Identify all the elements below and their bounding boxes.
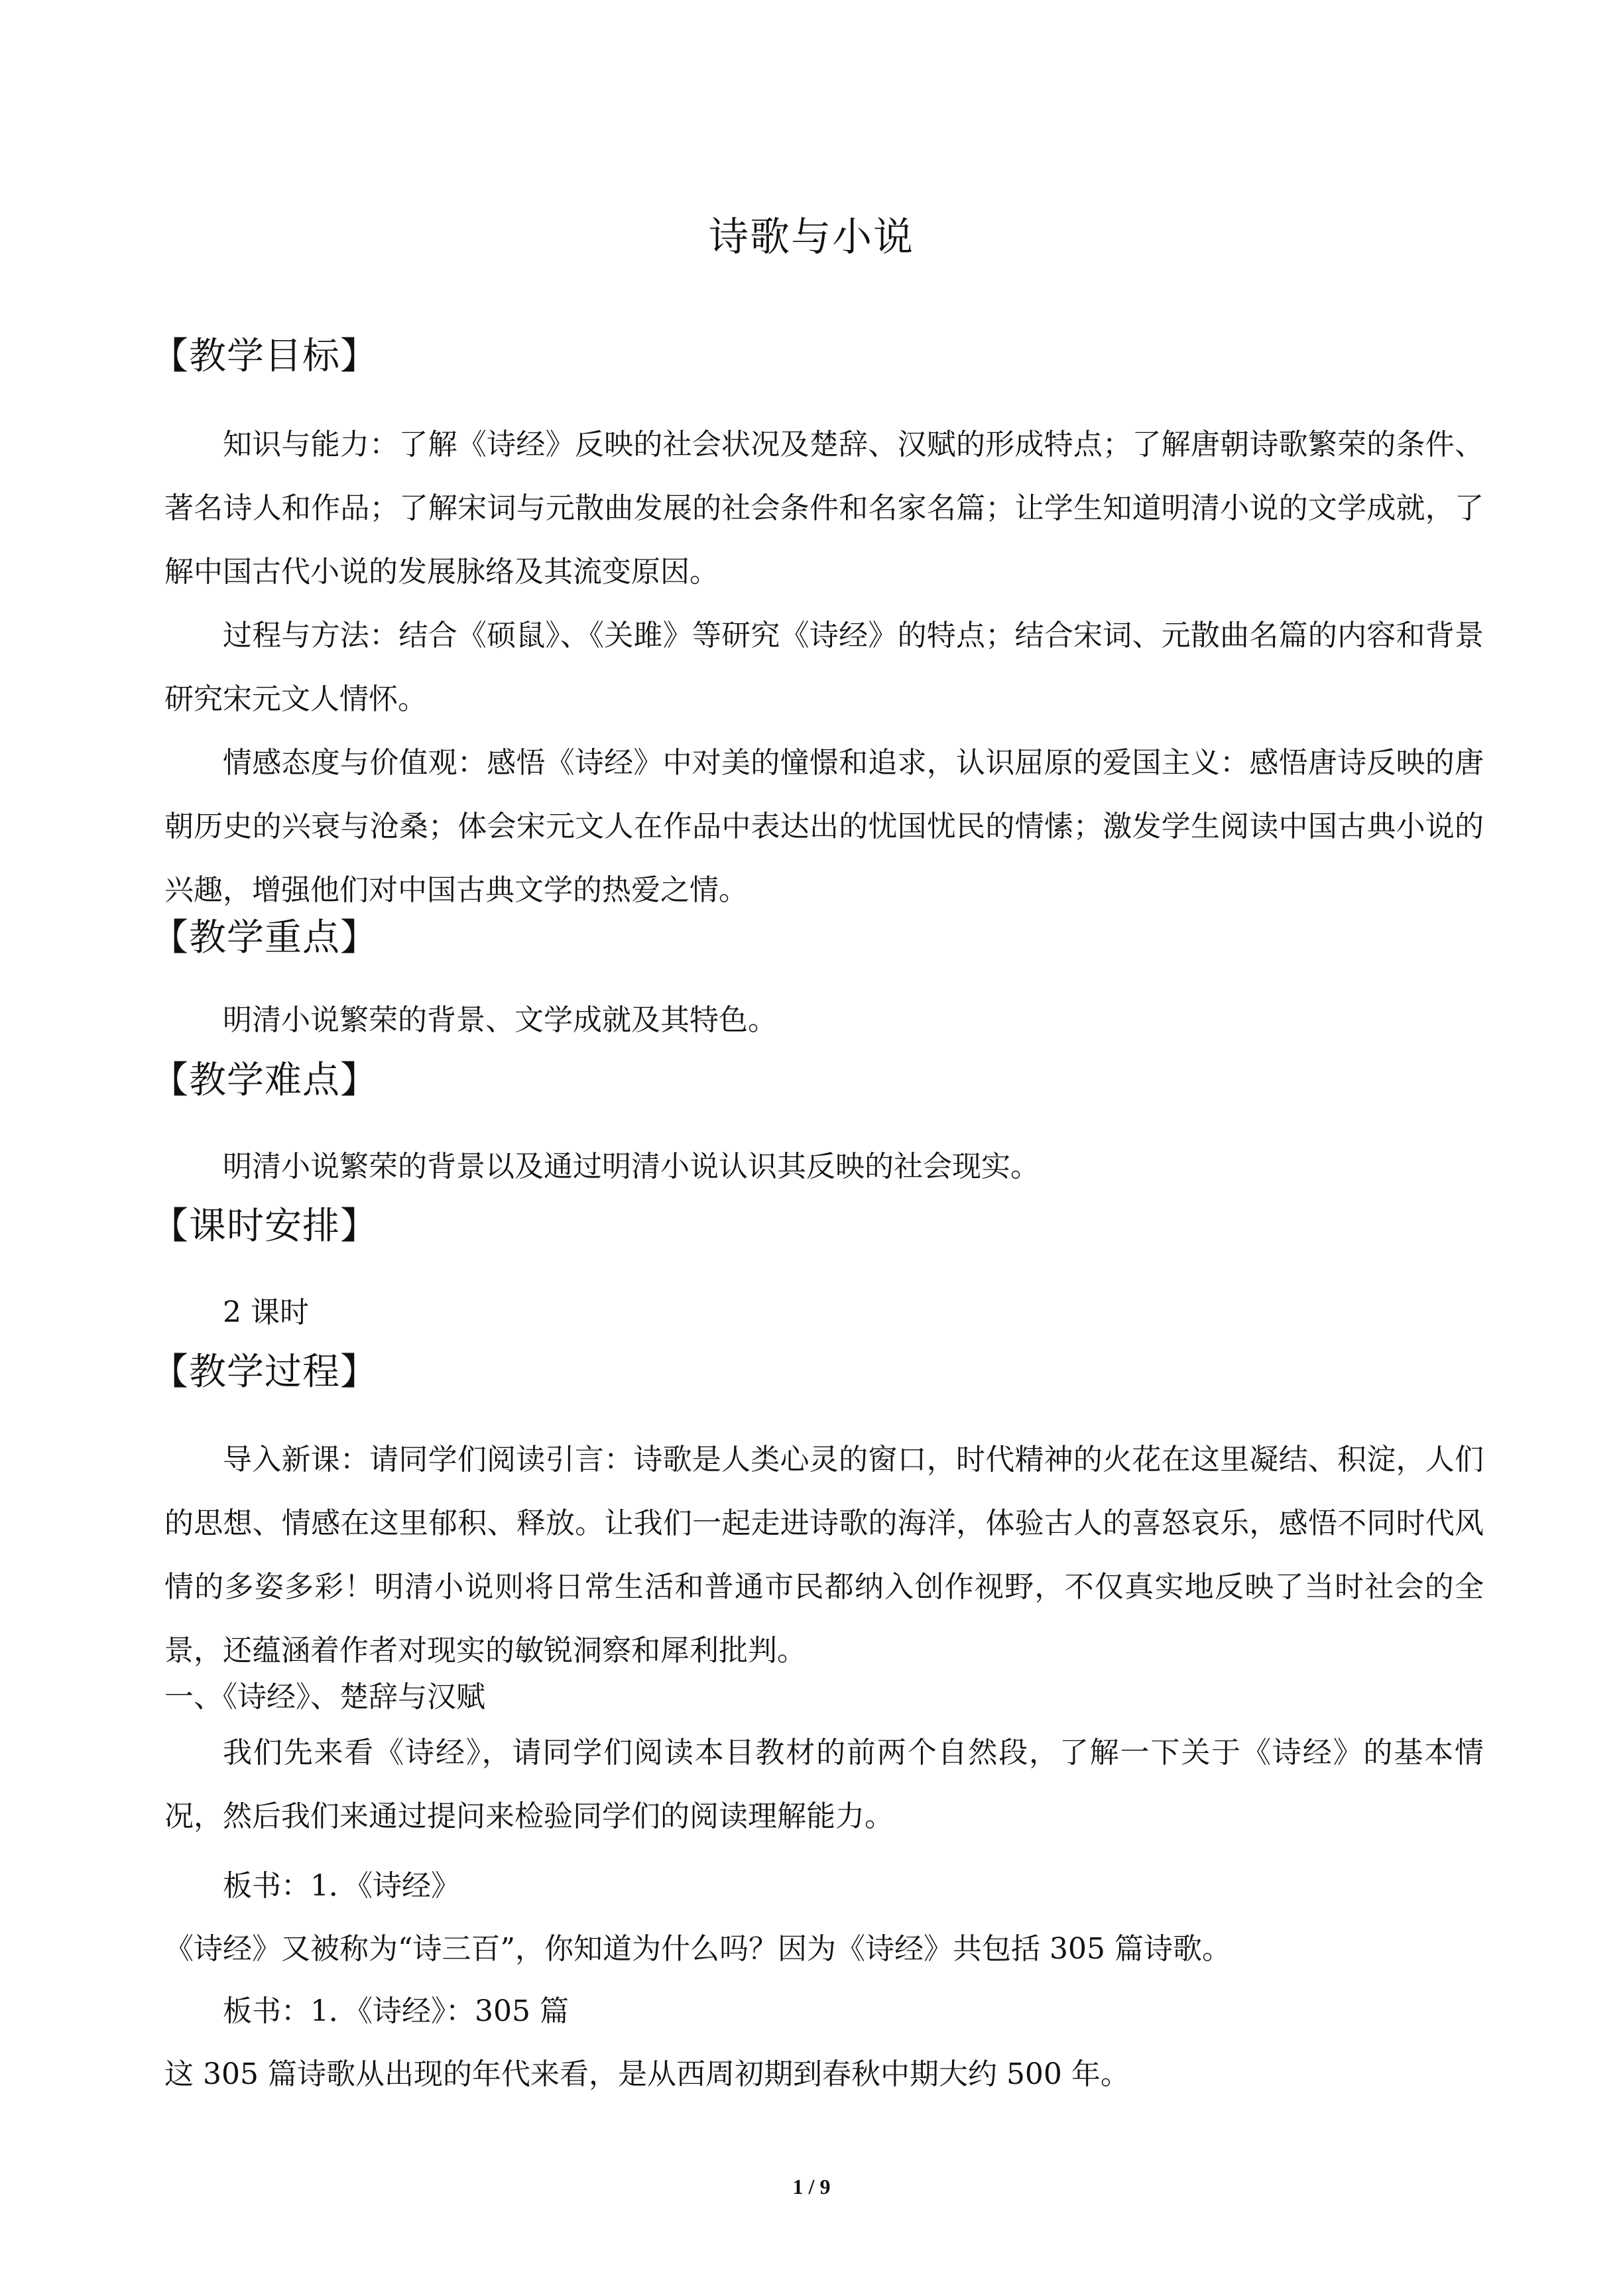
process-intro-paragraph: 导入新课：请同学们阅读引言：诗歌是人类心灵的窗口，时代精神的火花在这里凝结、积淀，人们的思想、情感在这里郁积、释放。让我们一起走进诗歌的海洋，体验古人的喜怒哀乐，感悟不同时代风情的多姿多彩！明清小说则将日常生活和普通市民都纳入创作视野，不仅真实地反映了当时社会的全景，还蕴涵着作者对现实的敏锐洞察和犀利批判。 bbox=[164, 1443, 1484, 1667]
question-answer-2: 这 305 篇诗歌从出现的年代来看，是从西周初期到春秋中期大约 500 年。 bbox=[164, 2057, 1130, 2091]
heading-process: 【教学过程】 bbox=[151, 1351, 378, 1394]
objectives-emotion-paragraph: 情感态度与价值观：感悟《诗经》中对美的憧憬和追求，认识屈原的爱国主义：感悟唐诗反映的唐朝历史的兴衰与沧桑；体会宋元文人在作品中表达出的忧国忧民的情愫；激发学生阅读中国古典小说的兴趣，增强他们对中国古典文学的热爱之情。 bbox=[164, 746, 1484, 907]
objectives-knowledge-paragraph: 知识与能力：了解《诗经》反映的社会状况及楚辞、汉赋的形成特点；了解唐朝诗歌繁荣的条件、著名诗人和作品；了解宋词与元散曲发展的社会条件和名家名篇；让学生知道明清小说的文学成就，了解中国古代小说的发展脉络及其流变原因。 bbox=[164, 428, 1484, 589]
heading-objectives: 【教学目标】 bbox=[151, 335, 378, 378]
heading-schedule: 【课时安排】 bbox=[151, 1205, 378, 1248]
page-number: 1 / 9 bbox=[792, 2175, 831, 2199]
question-answer-1: 《诗经》又被称为“诗三百”，你知道为什么吗？因为《诗经》共包括 305 篇诗歌。 bbox=[164, 1932, 1231, 1966]
board-note-2: 板书：1．《诗经》：305 篇 bbox=[223, 1994, 569, 2028]
part1-paragraph: 我们先来看《诗经》，请同学们阅读本目教材的前两个自然段，了解一下关于《诗经》的基本情况，然后我们来通过提问来检验同学们的阅读理解能力。 bbox=[164, 1736, 1484, 1833]
heading-key-points: 【教学重点】 bbox=[151, 916, 378, 959]
heading-difficulties: 【教学难点】 bbox=[151, 1059, 378, 1102]
part1-title: 一、《诗经》、楚辞与汉赋 bbox=[164, 1680, 485, 1714]
objectives-method-paragraph: 过程与方法：结合《硕鼠》、《关雎》等研究《诗经》的特点；结合宋词、元散曲名篇的内容和背景研究宋元文人情怀。 bbox=[164, 619, 1484, 716]
board-note-1: 板书：1．《诗经》 bbox=[223, 1869, 460, 1903]
difficulties-text: 明清小说繁荣的背景以及通过明清小说认识其反映的社会现实。 bbox=[223, 1150, 1040, 1183]
key-points-text: 明清小说繁荣的背景、文学成就及其特色。 bbox=[223, 1003, 777, 1037]
schedule-text: 2 课时 bbox=[223, 1296, 309, 1329]
document-title: 诗歌与小说 bbox=[709, 214, 914, 261]
